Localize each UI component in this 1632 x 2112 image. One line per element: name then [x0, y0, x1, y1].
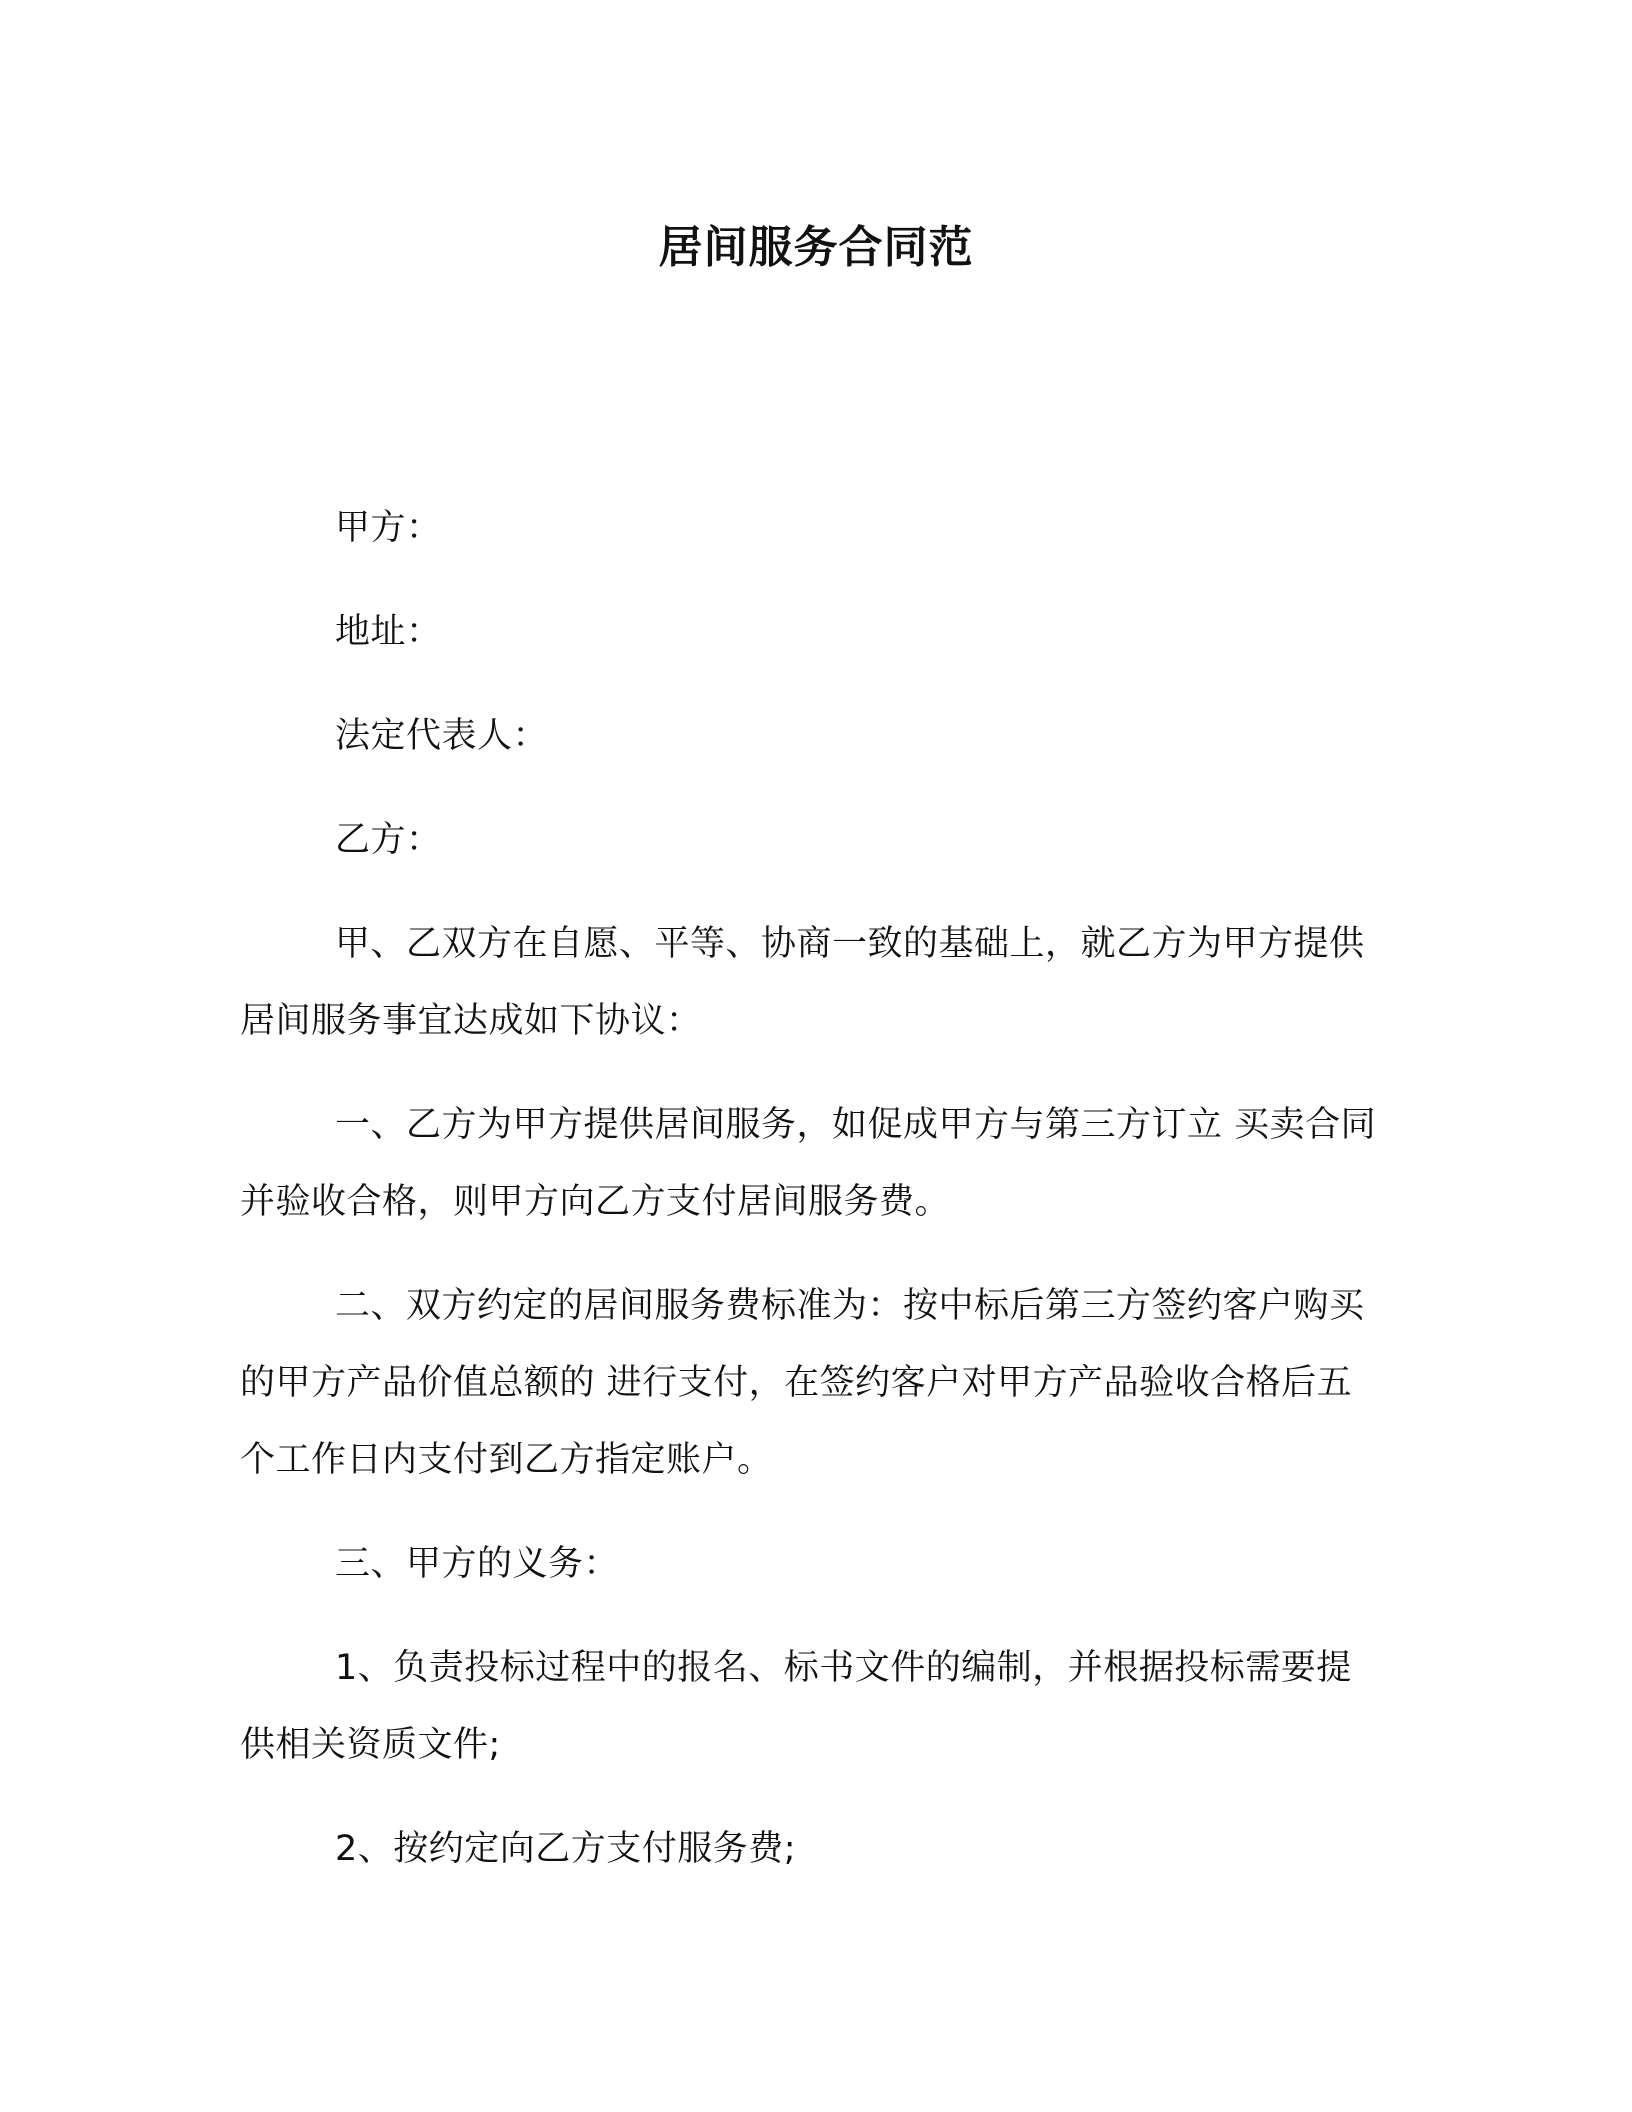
preamble-paragraph: 甲、乙双方在自愿、平等、协商一致的基础上，就乙方为甲方提供居间服务事宜达成如下协议： — [240, 924, 1365, 1041]
clause-3-item-2: 2、按约定向乙方支付服务费; — [335, 1829, 797, 1869]
clause-2: 二、双方约定的居间服务费标准为：按中标后第三方签约客户购买的甲方产品价值总额的 进行支付，在签约客户对甲方产品验收合格后五个工作日内支付到乙方指定账户。 — [240, 1286, 1365, 1480]
document-title: 居间服务合同范 — [658, 222, 974, 273]
legal-representative-field: 法定代表人： — [335, 716, 549, 756]
clause-3-heading: 三、甲方的义务： — [335, 1544, 620, 1584]
address-field: 地址： — [335, 612, 442, 652]
clause-3-item-1: 1、负责投标过程中的报名、标书文件的编制，并根据投标需要提供相关资质文件; — [240, 1648, 1352, 1765]
clause-1: 一、乙方为甲方提供居间服务，如促成甲方与第三方订立 买卖合同并验收合格，则甲方向乙方支付居间服务费。 — [240, 1105, 1377, 1222]
party-a-field: 甲方： — [335, 508, 442, 548]
document-body — [240, 490, 1385, 1915]
party-b-field: 乙方： — [335, 820, 442, 860]
